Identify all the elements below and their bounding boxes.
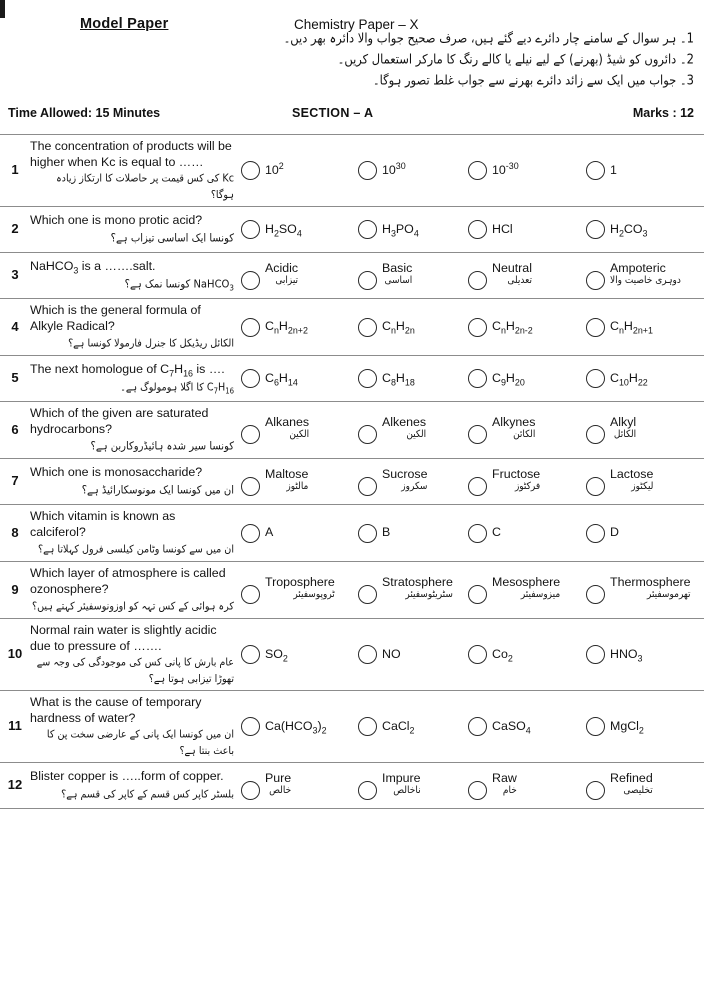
question-text-english: The concentration of products will be higher when Kc is equal to …… <box>30 139 232 169</box>
option-label-urdu: تعدیلی <box>507 274 532 286</box>
option-4[interactable] <box>586 220 647 239</box>
option-label-english: 1 <box>610 162 617 177</box>
option-labels <box>610 718 644 736</box>
option-label-english: $H_3PO_4$ <box>382 221 419 239</box>
option-label-english: HCl <box>492 221 513 236</box>
option-bubble-icon[interactable] <box>358 524 377 543</box>
question-row <box>0 691 704 763</box>
question-text-english: Normal rain water is slightly acidic due to pressure of ……. <box>30 623 217 653</box>
option-label-english: Alkyl <box>610 415 637 429</box>
question-row <box>0 505 704 562</box>
option-bubble-icon[interactable] <box>586 477 605 496</box>
option-4[interactable] <box>586 318 653 337</box>
question-text-block <box>30 695 238 758</box>
questions-table <box>0 134 704 809</box>
option-label-english: $10^{-30}$ <box>492 160 519 177</box>
option-bubble-icon[interactable] <box>241 369 260 388</box>
question-text-urdu: $C_7H_{16}$ کا اگلا ہومولوگ ہے۔ <box>120 381 234 396</box>
option-labels <box>265 576 335 600</box>
option-labels <box>265 526 273 539</box>
option-1[interactable] <box>241 262 298 290</box>
option-bubble-icon[interactable] <box>241 781 260 800</box>
options-group <box>238 211 704 248</box>
question-row <box>0 356 704 402</box>
option-labels <box>265 468 308 492</box>
option-label-english: Sucrose <box>382 466 428 481</box>
question-text-block <box>30 767 238 804</box>
option-label-english: $H_2CO_3$ <box>610 221 648 239</box>
option-label-english: Ampoteric <box>610 260 666 275</box>
option-3[interactable] <box>468 524 501 543</box>
option-label-english: CaCl$_2$ <box>382 718 415 736</box>
option-bubble-icon[interactable] <box>586 271 605 290</box>
option-label-urdu: الکین <box>406 429 427 441</box>
option-1[interactable] <box>241 220 302 239</box>
option-4[interactable] <box>586 772 653 800</box>
option-bubble-icon[interactable] <box>241 318 260 337</box>
option-label-urdu: الکائن <box>513 429 536 441</box>
option-label-english: Alkynes <box>492 415 536 429</box>
option-bubble-icon[interactable] <box>241 585 260 604</box>
marks-label: Marks : 12 <box>632 106 694 120</box>
options-group <box>238 360 704 397</box>
option-labels <box>610 526 619 539</box>
option-labels <box>382 416 426 440</box>
paper-subject-title: Chemistry Paper – X <box>294 17 419 32</box>
option-labels <box>610 576 691 600</box>
option-label-english: Stratosphere <box>382 575 453 589</box>
option-4[interactable] <box>586 262 681 290</box>
option-bubble-icon[interactable] <box>586 717 605 736</box>
option-label-english: $SO_2$ <box>265 646 288 664</box>
option-bubble-icon[interactable] <box>241 161 260 180</box>
option-bubble-icon[interactable] <box>241 645 260 664</box>
option-3[interactable] <box>468 576 560 604</box>
option-bubble-icon[interactable] <box>358 781 377 800</box>
question-text-urdu: ان میں کونسا ایک مونوسکارائیڈ ہے؟ <box>81 484 234 497</box>
question-text-urdu: NaHCO$_3$ کونسا نمک ہے؟ <box>124 278 234 293</box>
option-bubble-icon[interactable] <box>586 220 605 239</box>
option-1[interactable] <box>241 645 288 664</box>
options-group <box>238 139 704 202</box>
option-3[interactable] <box>468 772 517 800</box>
option-bubble-icon[interactable] <box>468 369 487 388</box>
option-labels <box>610 370 648 388</box>
option-bubble-icon[interactable] <box>241 271 260 290</box>
question-number: 3 <box>11 267 19 282</box>
option-labels <box>492 646 513 664</box>
option-label-english: Fructose <box>492 466 541 481</box>
option-labels <box>610 221 648 239</box>
option-1[interactable] <box>241 576 335 604</box>
option-label-english: Refined <box>610 770 653 785</box>
option-labels <box>382 370 415 388</box>
option-labels <box>265 262 298 286</box>
option-label-english: $Ca(HCO_3)_2$ <box>265 718 327 736</box>
option-bubble-icon[interactable] <box>241 717 260 736</box>
question-number: 11 <box>8 718 22 733</box>
option-label-english: Impure <box>382 770 421 785</box>
options-group <box>238 566 704 614</box>
option-bubble-icon[interactable] <box>586 369 605 388</box>
option-4[interactable] <box>586 717 644 736</box>
option-label-urdu: ناخالص <box>393 784 421 796</box>
option-label-english: Troposphere <box>265 575 335 589</box>
option-2[interactable] <box>358 416 426 444</box>
options-group <box>238 303 704 351</box>
option-bubble-icon[interactable] <box>241 220 260 239</box>
option-label-english: Neutral <box>492 260 532 275</box>
question-number: 12 <box>7 777 23 792</box>
options-group <box>238 767 704 804</box>
option-labels <box>382 718 415 736</box>
page-header <box>0 0 704 104</box>
instruction-line-1: 1۔ ہر سوال کے سامنے چار دائرے دیے گئے ہیں، صرف صحیح جواب والا دائرہ بھر دیں۔ <box>283 30 694 46</box>
question-text-urdu: Kc کی کس قیمت پر حاصلات کا ارتکاز زیادہ ہوگا؟ <box>56 172 234 202</box>
question-row <box>0 207 704 253</box>
options-group <box>238 695 704 758</box>
option-label-english: Thermosphere <box>610 575 691 589</box>
option-labels <box>492 468 540 492</box>
option-4[interactable] <box>586 645 643 664</box>
option-1[interactable] <box>241 369 298 388</box>
option-1[interactable] <box>241 416 309 444</box>
question-text-block <box>30 139 238 202</box>
option-bubble-icon[interactable] <box>358 220 377 239</box>
question-number: 7 <box>11 473 19 488</box>
option-label-english: NO <box>382 646 401 661</box>
question-row <box>0 562 704 619</box>
option-labels <box>492 526 501 539</box>
option-bubble-icon[interactable] <box>468 645 487 664</box>
question-text-block <box>30 257 238 294</box>
option-labels <box>265 416 309 440</box>
option-bubble-icon[interactable] <box>358 369 377 388</box>
question-text-block <box>30 360 238 397</box>
option-labels <box>492 576 560 600</box>
instruction-line-3: 3۔ جواب میں ایک سے زائد دائرے بھرنے سے جواب غلط تصور ہوگا۔ <box>372 72 694 88</box>
option-labels <box>382 526 390 539</box>
option-bubble-icon[interactable] <box>586 645 605 664</box>
option-labels <box>492 319 533 336</box>
option-label-english: C <box>492 525 501 540</box>
option-bubble-icon[interactable] <box>586 781 605 800</box>
question-row <box>0 299 704 356</box>
option-bubble-icon[interactable] <box>586 585 605 604</box>
instructions-block <box>224 28 694 91</box>
option-1[interactable] <box>241 772 291 800</box>
question-text-urdu: الکائل ریڈیکل کا جنرل فارمولا کونسا ہے؟ <box>68 337 234 350</box>
option-labels <box>492 416 535 440</box>
question-text-urdu: ان میں سے کونسا وٹامن کیلسی فرول کہلاتا ہے؟ <box>38 543 234 556</box>
option-4[interactable] <box>586 416 636 444</box>
time-allowed-label: Time Allowed: 15 Minutes <box>8 106 161 120</box>
option-4[interactable] <box>586 524 619 543</box>
question-row <box>0 619 704 691</box>
option-label-urdu: سکروز <box>401 480 428 492</box>
question-text-urdu: بلسٹر کاپر کس قسم کے کاپر کی قسم ہے؟ <box>61 788 234 801</box>
option-3[interactable] <box>468 416 535 444</box>
option-labels <box>492 262 532 286</box>
option-label-english: Alkenes <box>382 415 427 429</box>
option-label-english: Acidic <box>265 260 299 275</box>
option-bubble-icon[interactable] <box>358 585 377 604</box>
option-2[interactable] <box>358 645 401 664</box>
option-2[interactable] <box>358 369 415 388</box>
option-label-urdu: مالٹوز <box>286 480 309 492</box>
option-label-english: $HNO_3$ <box>610 646 643 664</box>
question-text-block <box>30 566 238 614</box>
option-3[interactable] <box>468 369 525 388</box>
option-4[interactable] <box>586 369 648 388</box>
option-label-urdu: میزوسفیئر <box>520 589 561 601</box>
question-text-english: The next homologue of $C_7H_{16}$ is …. <box>30 362 225 379</box>
option-labels <box>610 416 636 440</box>
option-label-english: $C_nH_{2n-2}$ <box>492 319 533 336</box>
option-label-urdu: تخلیصی <box>623 784 653 796</box>
option-label-english: Raw <box>492 770 517 785</box>
option-bubble-icon[interactable] <box>468 524 487 543</box>
question-text-english: Which of the given are saturated hydrocarbons? <box>30 406 209 436</box>
option-bubble-icon[interactable] <box>358 717 377 736</box>
option-labels <box>382 648 401 661</box>
option-labels <box>610 262 681 286</box>
option-2[interactable] <box>358 772 421 800</box>
option-label-urdu: خالص <box>269 784 292 796</box>
option-label-english: Alkanes <box>265 415 310 429</box>
model-paper-title: Model Paper <box>80 16 169 32</box>
option-label-english: CaSO$_4$ <box>492 718 531 736</box>
option-labels <box>610 164 617 177</box>
option-4[interactable] <box>586 161 617 180</box>
option-1[interactable] <box>241 717 327 736</box>
option-2[interactable] <box>358 717 415 736</box>
option-labels <box>492 370 525 388</box>
option-bubble-icon[interactable] <box>586 161 605 180</box>
option-label-urdu: اساسی <box>384 274 413 286</box>
option-1[interactable] <box>241 161 284 180</box>
option-label-english: A <box>265 525 274 540</box>
option-label-english: $10^{30}$ <box>382 160 406 177</box>
option-bubble-icon[interactable] <box>468 425 487 444</box>
option-bubble-icon[interactable] <box>586 318 605 337</box>
option-label-english: B <box>382 525 391 540</box>
option-label-english: Basic <box>382 260 413 275</box>
option-label-urdu: تیزابی <box>275 274 299 286</box>
option-2[interactable] <box>358 576 453 604</box>
option-label-urdu: تھرموسفیئر <box>646 589 691 601</box>
option-label-english: $C_nH_{2n+1}$ <box>610 319 653 336</box>
option-label-urdu: ٹروپوسفیئر <box>293 589 335 601</box>
option-bubble-icon[interactable] <box>241 524 260 543</box>
option-labels <box>382 772 421 796</box>
option-bubble-icon[interactable] <box>468 161 487 180</box>
option-label-urdu: لیکٹوز <box>631 480 654 492</box>
question-text-urdu: عام بارش کا پانی کس کی موجودگی کی وجہ سے تھوڑا تیزابی ہوتا ہے؟ <box>36 656 234 686</box>
option-labels <box>265 319 308 336</box>
option-bubble-icon[interactable] <box>468 781 487 800</box>
option-labels <box>265 221 302 239</box>
option-bubble-icon[interactable] <box>358 271 377 290</box>
option-labels <box>610 319 653 336</box>
option-label-english: $C_9H_{20}$ <box>492 370 525 388</box>
option-label-urdu: سٹریٹوسفیئر <box>405 589 453 601</box>
option-labels <box>492 160 519 177</box>
option-bubble-icon[interactable] <box>468 717 487 736</box>
option-bubble-icon[interactable] <box>468 271 487 290</box>
question-row <box>0 135 704 207</box>
option-labels <box>382 468 427 492</box>
option-3[interactable] <box>468 468 540 496</box>
question-text-block <box>30 406 238 454</box>
option-2[interactable] <box>358 468 427 496</box>
option-labels <box>610 646 643 664</box>
option-3[interactable] <box>468 645 513 664</box>
option-2[interactable] <box>358 524 390 543</box>
question-text-urdu: کونسا سیر شدہ ہائیڈروکاربن ہے؟ <box>90 440 234 453</box>
option-2[interactable] <box>358 161 406 180</box>
option-labels <box>265 646 288 664</box>
option-bubble-icon[interactable] <box>468 585 487 604</box>
option-1[interactable] <box>241 318 308 337</box>
question-text-urdu: ان میں کونسا ایک پانی کے عارضی سخت پن کا باعث بنتا ہے؟ <box>46 728 234 758</box>
option-label-english: $H_2SO_4$ <box>265 221 302 239</box>
option-bubble-icon[interactable] <box>358 161 377 180</box>
option-label-english: $C_{10}H_{22}$ <box>610 370 648 388</box>
option-bubble-icon[interactable] <box>468 220 487 239</box>
option-label-english: $C_nH_{2n+2}$ <box>265 319 308 336</box>
option-4[interactable] <box>586 468 653 496</box>
question-text-english: Which one is monosaccharide? <box>30 465 203 480</box>
option-label-urdu: فرکٹوز <box>514 480 541 492</box>
option-bubble-icon[interactable] <box>468 477 487 496</box>
question-text-english: Which is the general formula of Alkyle Radical? <box>30 303 201 333</box>
exam-meta-bar <box>0 106 704 132</box>
option-labels <box>382 319 415 336</box>
option-1[interactable] <box>241 524 273 543</box>
option-3[interactable] <box>468 717 531 736</box>
question-number: 9 <box>11 581 19 597</box>
question-text-english: Which layer of atmosphere is called ozonosphere? <box>30 566 226 596</box>
options-group <box>238 463 704 500</box>
option-bubble-icon[interactable] <box>358 318 377 337</box>
option-label-english: Maltose <box>265 466 309 481</box>
question-text-english: Which vitamin is known as calciferol? <box>30 509 176 539</box>
option-labels <box>265 160 284 177</box>
question-row <box>0 763 704 809</box>
option-label-english: $C_8H_{18}$ <box>382 370 415 388</box>
option-3[interactable] <box>468 262 532 290</box>
options-group <box>238 257 704 294</box>
option-label-english: $C_nH_{2n}$ <box>382 319 415 336</box>
option-label-english: $Co_2$ <box>492 646 513 664</box>
instruction-line-2: 2۔ دائروں کو شیڈ (بھرنے) کے لیے نیلے یا کالے رنگ کا مارکر استعمال کریں۔ <box>337 51 694 67</box>
section-label: SECTION – A <box>292 106 374 120</box>
question-text-english: NaHCO$_3$ is a …….salt. <box>30 259 156 276</box>
option-bubble-icon[interactable] <box>586 425 605 444</box>
option-bubble-icon[interactable] <box>358 425 377 444</box>
option-1[interactable] <box>241 468 308 496</box>
option-bubble-icon[interactable] <box>586 524 605 543</box>
question-number: 8 <box>11 524 19 540</box>
question-text-english: What is the cause of temporary hardness of water? <box>30 695 202 725</box>
question-row <box>0 459 704 505</box>
option-3[interactable] <box>468 220 513 239</box>
option-3[interactable] <box>468 318 533 337</box>
option-labels <box>382 262 412 286</box>
option-label-english: Lactose <box>610 466 654 481</box>
question-text-block <box>30 463 238 500</box>
option-labels <box>382 221 419 239</box>
option-2[interactable] <box>358 220 419 239</box>
question-number: 6 <box>11 421 19 437</box>
option-label-english: Pure <box>265 770 292 785</box>
options-group <box>238 509 704 557</box>
option-bubble-icon[interactable] <box>241 425 260 444</box>
options-group <box>238 623 704 686</box>
option-bubble-icon[interactable] <box>468 318 487 337</box>
option-labels <box>382 160 406 177</box>
option-labels <box>492 772 517 796</box>
option-4[interactable] <box>586 576 691 604</box>
question-text-block <box>30 509 238 557</box>
option-labels <box>265 772 291 796</box>
option-bubble-icon[interactable] <box>358 477 377 496</box>
question-text-urdu: کونسا ایک اساسی تیزاب ہے؟ <box>110 232 234 245</box>
option-bubble-icon[interactable] <box>358 645 377 664</box>
option-label-urdu: دوہری خاصیت والا <box>610 274 681 286</box>
question-row <box>0 253 704 299</box>
option-label-english: Mesosphere <box>492 575 561 589</box>
option-2[interactable] <box>358 262 412 290</box>
question-text-english: Which one is mono protic acid? <box>30 213 203 228</box>
question-number: 5 <box>11 370 19 385</box>
question-text-urdu: کرہ ہوائی کے کس تہہ کو اوزونوسفیئر کہتے ہیں؟ <box>32 600 234 613</box>
option-label-english: $C_6H_{14}$ <box>265 370 298 388</box>
option-label-english: $10^2$ <box>265 160 284 177</box>
question-text-block <box>30 303 238 351</box>
option-labels <box>610 468 653 492</box>
option-label-urdu: الکائل <box>613 429 637 441</box>
question-text-english: Blister copper is …..form of copper. <box>30 769 224 784</box>
option-labels <box>265 370 298 388</box>
question-number: 4 <box>11 318 19 334</box>
option-label-english: D <box>610 525 619 540</box>
question-number: 10 <box>7 646 23 661</box>
option-2[interactable] <box>358 318 415 337</box>
question-number: 2 <box>11 221 19 236</box>
option-labels <box>265 718 327 736</box>
option-labels <box>492 718 531 736</box>
question-text-block <box>30 623 238 686</box>
option-3[interactable] <box>468 161 519 180</box>
option-labels <box>492 223 513 236</box>
option-label-urdu: الکین <box>289 429 310 441</box>
option-label-english: MgCl$_2$ <box>610 718 644 736</box>
option-label-urdu: خام <box>502 784 517 796</box>
option-labels <box>382 576 453 600</box>
question-number: 1 <box>11 162 19 177</box>
question-row <box>0 402 704 459</box>
option-labels <box>610 772 653 796</box>
question-text-block <box>30 211 238 248</box>
options-group <box>238 406 704 454</box>
option-bubble-icon[interactable] <box>241 477 260 496</box>
